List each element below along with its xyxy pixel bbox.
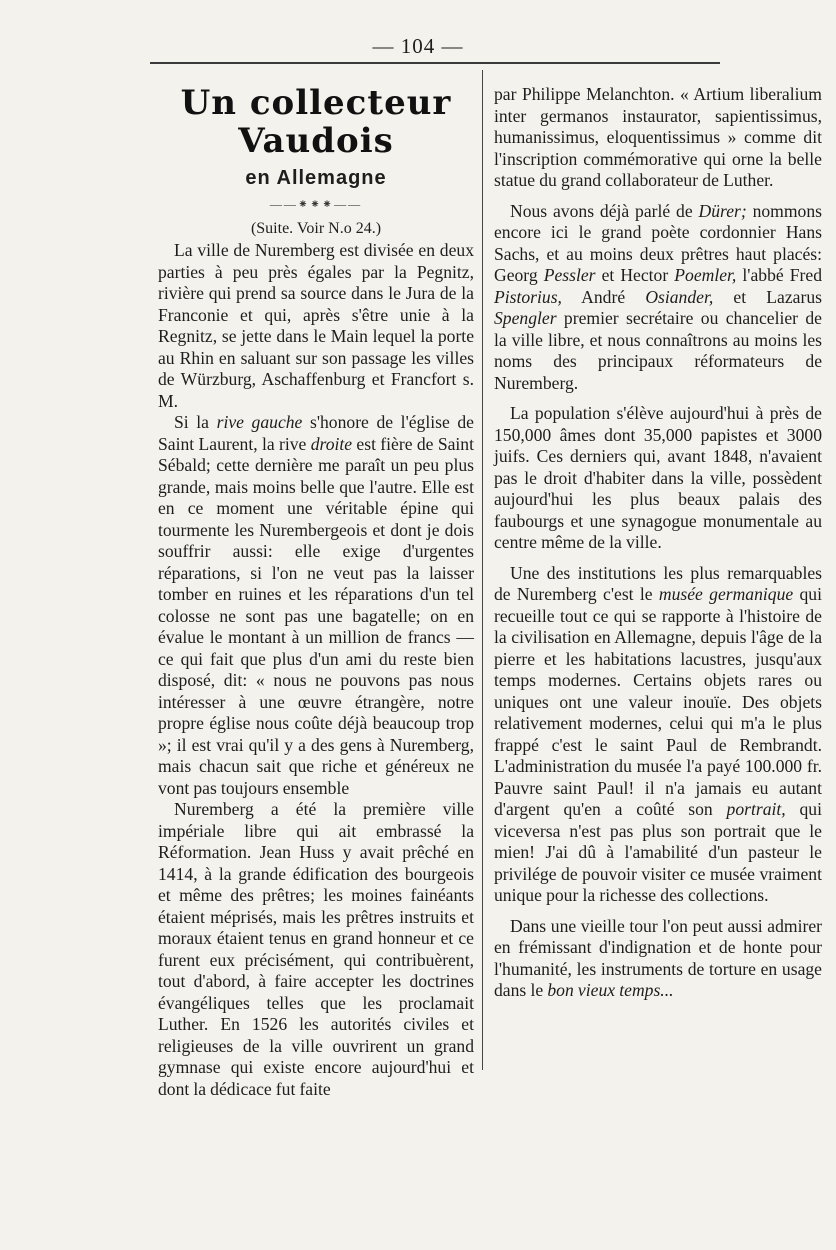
emphasis-droite: droite (310, 433, 353, 454)
column-divider (482, 70, 483, 1070)
continuation-note: (Suite. Voir N.o 24.) (250, 220, 382, 237)
emphasis-pistorius: Pistorius, (494, 286, 562, 307)
emphasis-musee-germanique: musée germanique (658, 584, 794, 604)
article-headline: Un collecteur Vaudois (180, 83, 452, 161)
headline-ornament: ——⁕⁕⁕—— (269, 197, 363, 211)
paragraph-pegnitz: La ville de Nuremberg est divisée en deux parties à peu près égales par la Pegnitz, rivière qui prend sa source dans le Jura de la Franconie et qui, après s'être unie à la Regnitz, se jette dans le Main lequel la porte au Rhin en saluant sur son passage les villes de Würzburg, Aschaffenburg et Francfort s. M. (158, 240, 474, 411)
page-number: — 104 — (372, 34, 464, 58)
paragraph-reformers: Nous avons déjà parlé de Dürer; nommons encore ici le grand poète cordonnier Hans Sachs, et au moins deux prêtres haut placés: Georg Pessler et Hector Poemler, l'abbé Fred Pistorius, André Osiander, et Lazarus Spengler premier secrétaire ou chancelier de la ville libre, et nous connaîtrons au moins les noms des principaux réformateurs de Nuremberg. (494, 200, 822, 393)
emphasis-durer: Dürer; (698, 200, 747, 221)
emphasis-bon-vieux-temps: bon vieux temps... (547, 980, 674, 1000)
paragraph-reformation: Nuremberg a été la première ville impériale libre qui ait embrassé la Réformation. Jean Huss y avait prêché en 1414, à la grande édification des bourgeois et même des prêtres; les moines fainéants étaient méprisés, mais les prêtres instruits et moraux étaient tenus en grand honneur et ce furent eux précisément, qui contribuèrent, tout d'abord, à faire accepter les doctrines évangéliques telles que les proclamait Luther. En 1526 les autorités civiles et religieuses de la ville ouvrirent un grand gymnase qui existe encore aujourd'hui et dont la dédicace fut faite (158, 799, 474, 1099)
left-column (158, 84, 474, 1100)
emphasis-osiander: Osiander, (645, 286, 714, 307)
right-column (494, 84, 822, 1002)
top-rule (150, 62, 720, 64)
paragraph-torture-tower: Dans une vieille tour l'on peut aussi admirer en frémissant d'indignation et de honte pour l'humanité, les instruments de torture en usage dans le bon vieux temps... (494, 915, 822, 1000)
emphasis-spengler: Spengler (494, 308, 557, 328)
paragraph-melanchton: par Philippe Melanchton. « Artium liberalium inter germanos instaurator, sapientissimus, humanissimus, eloquentissimus » comme dit l'inscription commémorative qui orne la belle statue du grand collaborateur de Luther. (494, 84, 822, 190)
emphasis-pessler: Pessler (543, 265, 596, 285)
paragraph-museum: Une des institutions les plus remarquables de Nuremberg c'est le musée germanique qui recueille tout ce qui se rapporte à l'histoire de la civilisation en Allemagne, depuis l'âge de la pierre et les habitations lacustres, jusqu'aux temps modernes. Certains objets rares ou uniques ont une valeur inouïe. Des objets relativement modernes, celui qui m'a le plus frappé c'est le saint Paul de Rembrandt. L'administration du musée l'a payé 100.000 fr. Pauvre saint Paul! il n'a jamais eu autant d'argent qu'en a coûté son portrait, qui viceversa n'est pas plus son portrait que le mien! J'ai dû à l'amabilité d'un pasteur le privilége de pouvoir visiter ce musée vraiment unique pour la richesse des collections. (494, 562, 822, 905)
article-subheadline: en Allemagne (245, 167, 387, 189)
paragraph-population: La population s'élève aujourd'hui à près de 150,000 âmes dont 35,000 papistes et 3000 juifs. Ces derniers qui, avant 1848, n'avaient pas le droit d'habiter dans la ville, possèdent aujourd'hui les plus beaux palais des faubourgs et une synagogue monumentale au centre même de la ville. (494, 403, 822, 552)
emphasis-rive-gauche: rive gauche (216, 412, 303, 432)
emphasis-poemler: Poemler, (674, 265, 737, 285)
paragraph-churches: Si la rive gauche s'honore de l'église de Saint Laurent, la rive droite est fière de Saint Sébald; cette dernière me paraît un peu plus grande, mais moins belle que l'autre. Elle est en ce moment une véritable épine qui tourmente les Nurembergeois et dont je dois souffrir aussi: elle exige d'urgentes réparations, si l'on ne veut pas la laisser tomber en ruines et les réparations d'un tel colosse ne sont pas une bagatelle; on en évalue le montant à un million de francs — ce qui fait que plus d'un ami du reste bien disposé, dit: « nous ne pouvons pas nous intéresser à une œuvre étrangère, notre propre église nous coûte déjà beaucoup trop »; il est vrai qu'il y a des gens à Nuremberg, mais chacun sait que riche et généreux ne vont pas toujours ensemble (158, 412, 474, 798)
emphasis-portrait: portrait, (726, 799, 786, 819)
